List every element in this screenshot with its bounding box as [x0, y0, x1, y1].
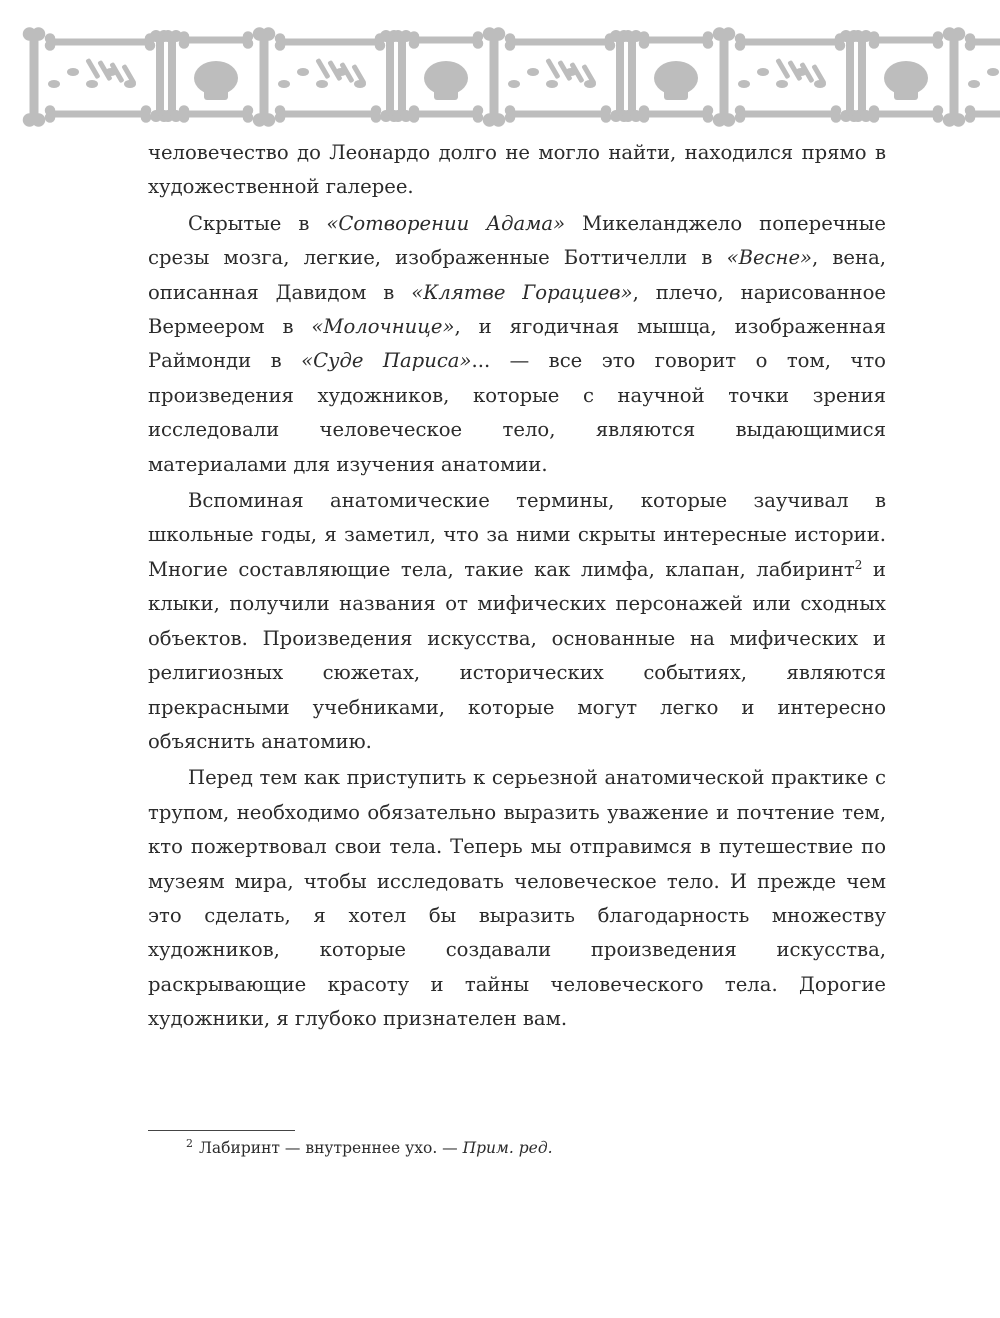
footnote-divider — [148, 1130, 295, 1131]
artwork-title-primavera: «Весне» — [726, 246, 813, 270]
p2-text-6: ... — все это говорит о том, что произведения художников, которые с научной точки зрения исследовали человеческое тело, являются выдающимися материалами для изучения анатомии. — [148, 349, 886, 476]
footnote-reference: 2 — [854, 557, 863, 572]
bones-border-ornament — [0, 22, 1000, 132]
p2-text-1: Скрытые в — [188, 211, 327, 235]
artwork-title-oath-of-horatii: «Клятве Горациев» — [411, 280, 633, 304]
artwork-title-creation-of-adam: «Сотворении Адама» — [326, 211, 566, 235]
footnote — [186, 1136, 553, 1160]
artwork-title-milkmaid: «Молочнице» — [311, 315, 455, 339]
paragraph-2 — [148, 207, 886, 482]
paragraph-4 — [148, 761, 886, 1036]
footnote-text: Лабиринт — внутреннее ухо. — — [199, 1139, 463, 1157]
p2-text-3: , вена, описанная Давидом в — [148, 246, 887, 304]
paragraph-1 — [148, 136, 886, 205]
p3-text-1: Вспоминая анатомические термины, которые заучивал в школьные годы, я заметил, что за ними скрыты интересные истории. Многие составляющие тела, такие как лимфа, клапан, лабиринт — [148, 489, 886, 581]
p2-text-5: , и ягодичная мышца, изображенная Раймонди в — [148, 315, 886, 373]
p3-text-2: и клыки, получили названия от мифических персонажей или сходных объектов. Произведения искусства, основанные на мифических и религиозных сюжетах, исторических событиях, являются прекрасными учебниками, которые могут легко и интересно объяснить анатомию. — [148, 557, 886, 753]
p2-text-2: Микеланджело поперечные срезы мозга, легкие, изображенные Боттичелли в — [148, 211, 886, 270]
paragraph-4-text: Перед тем как приступить к серьезной анатомической практике с трупом, необходимо обязательно выразить уважение и почтение тем, кто пожертвовал свои тела. Теперь мы отправимся в путешествие по музеям мира, чтобы исследовать человеческое тело. И прежде чем это сделать, я хотел бы выразить благодарность множеству художников, которые создавали произведения искусства, раскрывающие красоту и тайны человеческого тела. Дорогие художники, я глубоко признателен вам. — [148, 766, 886, 1031]
paragraph-3 — [148, 484, 886, 759]
artwork-title-judgement-of-paris: «Суде Париса» — [301, 349, 472, 373]
paragraph-1-text: человечество до Леонардо долго не могло найти, находился прямо в художественной галерее. — [148, 141, 886, 199]
page-body-text — [148, 136, 886, 1037]
p2-text-4: , плечо, нарисованное Вермеером в — [148, 280, 886, 339]
footnote-editor-note: Прим. ред. — [462, 1139, 553, 1157]
bones-icon — [0, 22, 1000, 132]
footnote-number: 2 — [186, 1137, 193, 1150]
